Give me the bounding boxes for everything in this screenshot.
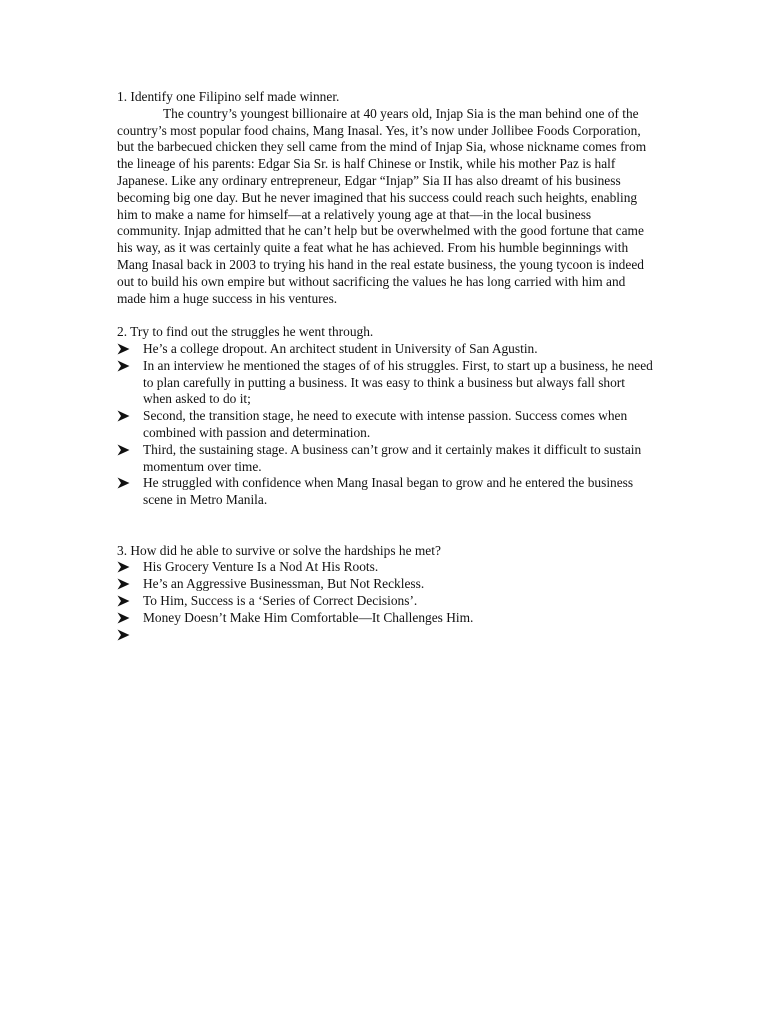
solutions-list [117, 559, 653, 643]
section-spacer [117, 509, 653, 543]
list-item-text: Money Doesn’t Make Him Comfortable—It Challenges Him. [143, 609, 474, 625]
list-item [117, 610, 653, 627]
arrowhead-bullet-icon [117, 595, 130, 607]
arrowhead-bullet-icon [117, 629, 130, 641]
list-item [117, 358, 653, 408]
list-item-text: In an interview he mentioned the stages of of his struggles. First, to start up a business, he need to plan carefully in putting a business. It was easy to think a business but always fall short when asked to do it; [143, 357, 653, 407]
list-item-text: He’s an Aggressive Businessman, But Not Reckless. [143, 576, 425, 592]
answer-paragraph: The country’s youngest billionaire at 40 years old, Injap Sia is the man behind one of the country’s most popular food chains, Mang Inasal. Yes, it’s now under Jollibee Foods Corporation, but the barbecued chicken they sell came from the mind of Injap Sia, whose nickname comes from the lineage of his parents: Edgar Sia Sr. is half Chinese or Instik, while his mother Paz is half Japanese. Like any ordinary entrepreneur, Edgar “Injap” Sia II has also dreamt of his business becoming big one day. But he never imagined that his success could reach such heights, enabling him to make a name for himself—at a relatively young age at that—in the local business community. Injap admitted that he can’t help but be overwhelmed with the good fortune that came his way, as it was certainly quite a feat what he has achieved. From his humble beginnings with Mang Inasal back in 2003 to trying his hand in the real estate business, the young tycoon is indeed out to build his own empire but without sacrificing the values he has long carried with him and made him a huge success in his ventures. [117, 105, 647, 306]
question-2: 2. Try to find out the struggles he went through. [117, 324, 374, 340]
struggles-list [117, 341, 653, 509]
list-item [117, 408, 653, 442]
question-1: 1. Identify one Filipino self made winner. [117, 89, 340, 104]
list-item-text: His Grocery Venture Is a Nod At His Roots. [143, 559, 379, 575]
arrowhead-bullet-icon [117, 343, 130, 355]
list-item [117, 559, 653, 576]
list-item-text: Second, the transition stage, he need to execute with intense passion. Success comes when combined with passion and determination. [143, 408, 628, 440]
arrowhead-bullet-icon [117, 477, 130, 489]
list-item [117, 593, 653, 610]
paragraph-spacer [117, 307, 653, 324]
arrowhead-bullet-icon [117, 410, 130, 422]
list-item-text: To Him, Success is a ‘Series of Correct Decisions’. [143, 592, 418, 608]
list-item-text: Third, the sustaining stage. A business can’t grow and it certainly makes it difficult to sustain momentum over time. [143, 441, 642, 474]
list-item-text: He’s a college dropout. An architect student in University of San Agustin. [143, 340, 538, 356]
list-item [117, 341, 653, 358]
question-3: 3. How did he able to survive or solve the hardships he met? [117, 542, 441, 558]
list-item [117, 475, 653, 509]
list-item [117, 627, 653, 644]
list-item [117, 576, 653, 593]
list-item-text: He struggled with confidence when Mang Inasal began to grow and he entered the business scene in Metro Manila. [143, 475, 634, 508]
document-content [117, 89, 653, 643]
arrowhead-bullet-icon [117, 578, 130, 590]
list-item [117, 442, 653, 476]
arrowhead-bullet-icon [117, 360, 130, 372]
arrowhead-bullet-icon [117, 561, 130, 573]
list-item-text [143, 627, 146, 642]
arrowhead-bullet-icon [117, 444, 130, 456]
arrowhead-bullet-icon [117, 612, 130, 624]
